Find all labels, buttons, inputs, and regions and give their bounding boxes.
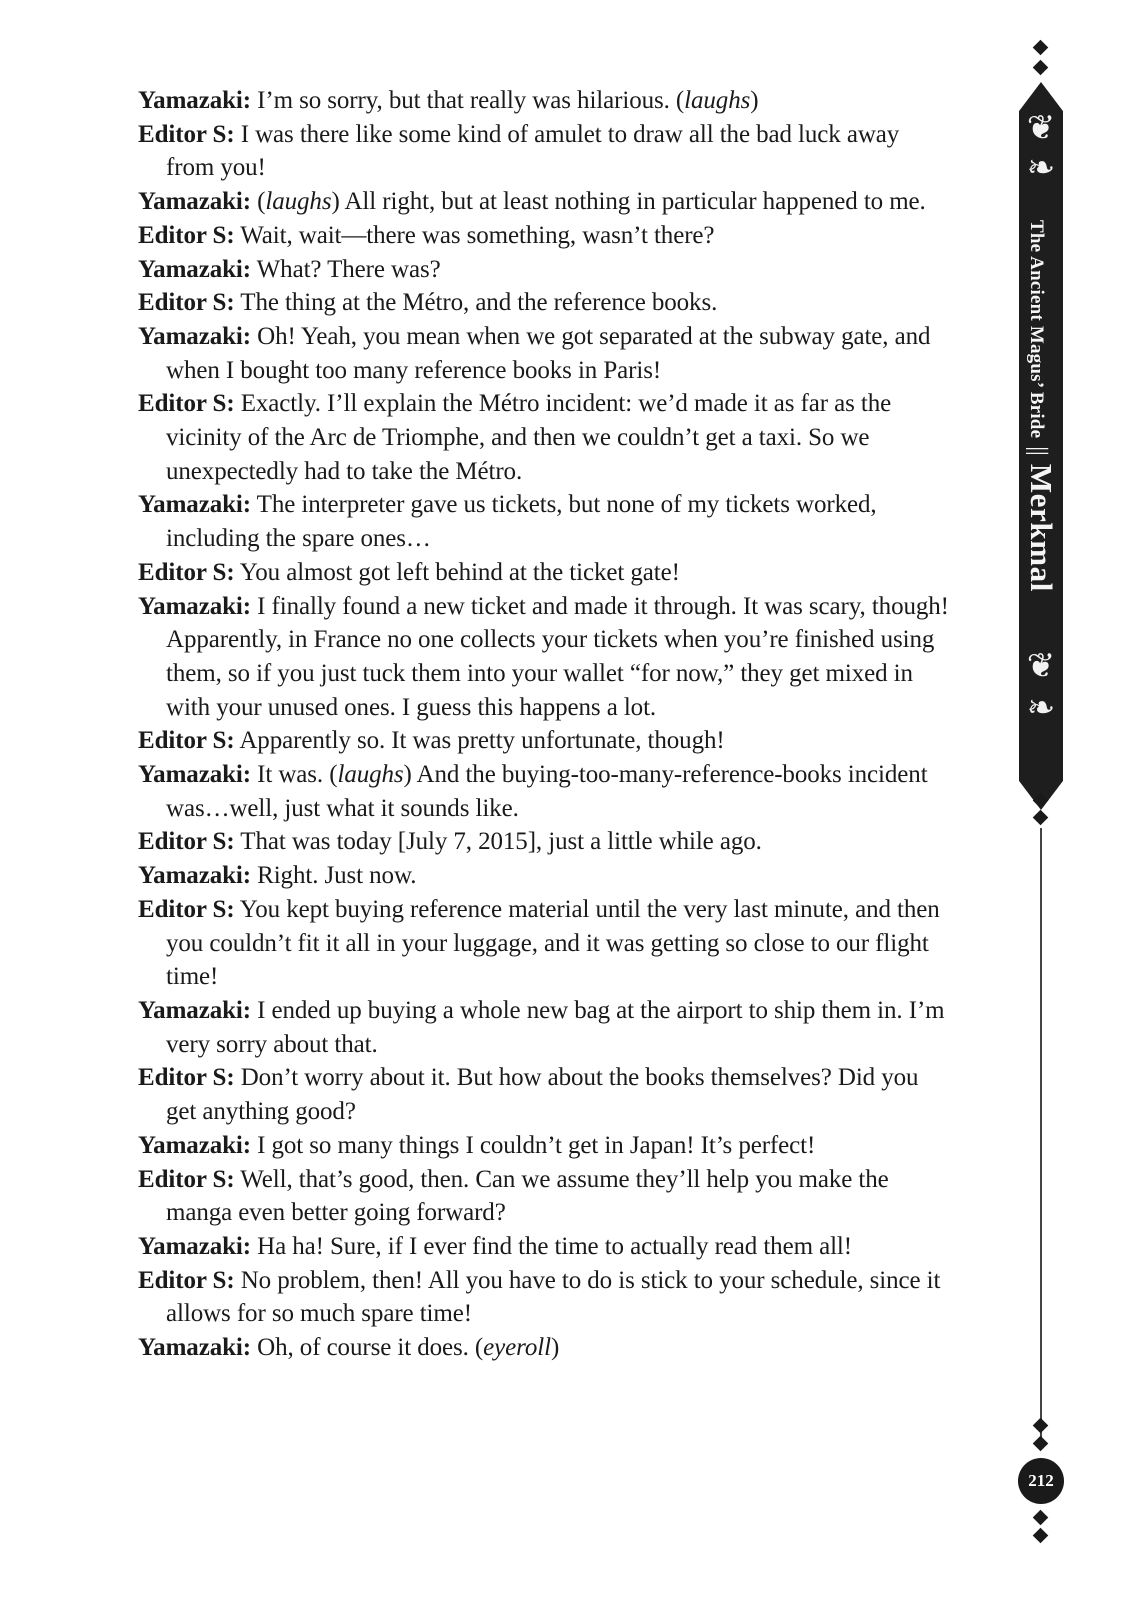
dialogue-text: I got so many things I couldn’t get in Japan! It’s perfect! <box>250 1131 816 1159</box>
dialogue-text: The thing at the Métro, and the reference books. <box>234 289 718 317</box>
dialogue-line <box>138 185 953 219</box>
flourish-ornament: ❧ <box>1026 150 1056 187</box>
stage-direction: laughs <box>684 87 751 114</box>
dialogue-text: ) <box>750 87 759 114</box>
section-title: Merkmal <box>1024 463 1059 592</box>
speaker-name: Yamazaki: <box>138 592 251 620</box>
header-separator: || <box>1025 446 1051 456</box>
speaker-name: Yamazaki: <box>138 996 251 1024</box>
dialogue-line <box>138 724 953 758</box>
dialogue-text: Ha ha! Sure, if I ever find the time to actually read them all! <box>250 1232 852 1260</box>
speaker-name: Editor S: <box>138 558 235 586</box>
speaker-name: Editor S: <box>138 120 235 148</box>
dialogue-line <box>138 253 953 287</box>
dialogue-line <box>138 1061 953 1128</box>
speaker-name: Yamazaki: <box>138 188 251 216</box>
speaker-name: Yamazaki: <box>138 761 251 789</box>
dialogue-text: You almost got left behind at the ticket gate! <box>234 558 680 586</box>
speaker-name: Yamazaki: <box>138 1334 251 1362</box>
speaker-name: Editor S: <box>138 221 235 249</box>
speaker-name: Yamazaki: <box>138 862 251 890</box>
speaker-name: Yamazaki: <box>138 255 251 283</box>
dialogue-text: Wait, wait—there was something, wasn’t there? <box>234 221 715 249</box>
vertical-rule <box>1040 828 1042 1440</box>
page-number: 212 <box>1018 1458 1064 1504</box>
dialogue-line <box>138 219 953 253</box>
dialogue-line <box>138 488 953 555</box>
speaker-name: Editor S: <box>138 1064 235 1092</box>
dialogue-line <box>138 994 953 1061</box>
dialogue-text: I’m so sorry, but that really was hilarious. ( <box>250 87 685 114</box>
dialogue-text: The interpreter gave us tickets, but none of my tickets worked, including the spare ones… <box>166 491 877 553</box>
dialogue-text: Oh! Yeah, you mean when we got separated at the subway gate, and when I bought too many reference books in Paris! <box>166 322 931 384</box>
flourish-ornament: ❧ <box>1026 690 1056 727</box>
speaker-name: Yamazaki: <box>138 1131 251 1159</box>
dialogue-text: No problem, then! All you have to do is stick to your schedule, since it allows for so much spare time! <box>166 1266 941 1328</box>
dialogue-text: ( <box>250 188 266 216</box>
speaker-name: Editor S: <box>138 1165 235 1193</box>
speaker-name: Yamazaki: <box>138 87 251 114</box>
book-title: The Ancient Magus’ Bride <box>1026 220 1047 439</box>
dialogue-line <box>138 1331 953 1365</box>
dialogue-line <box>138 387 953 488</box>
dialogue-text: Apparently so. It was pretty unfortunate, though! <box>234 727 725 755</box>
speaker-name: Yamazaki: <box>138 491 251 519</box>
dialogue-line <box>138 118 953 185</box>
stage-direction: eyeroll <box>483 1334 551 1362</box>
dialogue-line <box>138 859 953 893</box>
flourish-ornament: ❦ <box>1026 110 1056 147</box>
speaker-name: Editor S: <box>138 895 235 923</box>
running-header <box>1023 220 1059 592</box>
dialogue-line <box>138 320 953 387</box>
speaker-name: Editor S: <box>138 828 235 856</box>
dialogue-line <box>138 758 953 825</box>
dialogue-text: ) <box>550 1334 560 1362</box>
dialogue-body <box>138 84 953 1365</box>
dialogue-line <box>138 893 953 994</box>
speaker-name: Editor S: <box>138 289 235 317</box>
dialogue-text: ) And the buying-too-many-reference-books incident was…well, just what it sounds like. <box>166 761 928 822</box>
dialogue-line <box>138 286 953 320</box>
dialogue-text: Oh, of course it does. ( <box>250 1334 484 1362</box>
dialogue-text: I ended up buying a whole new bag at the airport to ship them in. I’m very sorry about that. <box>166 996 945 1058</box>
dialogue-line <box>138 1230 953 1264</box>
dialogue-text: Right. Just now. <box>250 862 417 890</box>
dialogue-text: I finally found a new ticket and made it through. It was scary, though! Apparently, in France no one collects your tickets when you’re finished using them, so if you just tuck them into your wallet “for now,” they get mixed in with your unused ones. I guess this happens a lot. <box>166 592 949 721</box>
dialogue-line <box>138 590 953 725</box>
dialogue-line <box>138 84 953 118</box>
dialogue-text: Well, that’s good, then. Can we assume they’ll help you make the manga even better going forward? <box>166 1165 889 1227</box>
speaker-name: Yamazaki: <box>138 322 251 350</box>
speaker-name: Yamazaki: <box>138 1232 251 1260</box>
dialogue-line <box>138 556 953 590</box>
speaker-name: Editor S: <box>138 1266 235 1294</box>
dialogue-line <box>138 825 953 859</box>
dialogue-text: I was there like some kind of amulet to draw all the bad luck away from you! <box>166 120 900 182</box>
dialogue-text: You kept buying reference material until the very last minute, and then you couldn’t fit it all in your luggage, and it was getting so close to our flight time! <box>166 895 940 991</box>
dialogue-text: That was today [July 7, 2015], just a little while ago. <box>234 828 762 856</box>
dialogue-text: It was. ( <box>250 761 338 789</box>
speaker-name: Editor S: <box>138 727 235 755</box>
dialogue-text: ) All right, but at least nothing in particular happened to me. <box>331 188 926 216</box>
stage-direction: laughs <box>265 188 332 216</box>
dialogue-line <box>138 1129 953 1163</box>
speaker-name: Editor S: <box>138 390 235 418</box>
stage-direction: laughs <box>337 761 404 789</box>
dialogue-text: Exactly. I’ll explain the Métro incident: we’d made it as far as the vicinity of the Arc de Triomphe, and then we couldn’t get a taxi. So we unexpectedly had to take the Métro. <box>166 390 892 485</box>
dialogue-line <box>138 1264 953 1331</box>
dialogue-text: Don’t worry about it. But how about the books themselves? Did you get anything good? <box>166 1064 919 1126</box>
dialogue-line <box>138 1163 953 1230</box>
dialogue-text: What? There was? <box>250 255 441 283</box>
flourish-ornament: ❦ <box>1026 648 1056 685</box>
